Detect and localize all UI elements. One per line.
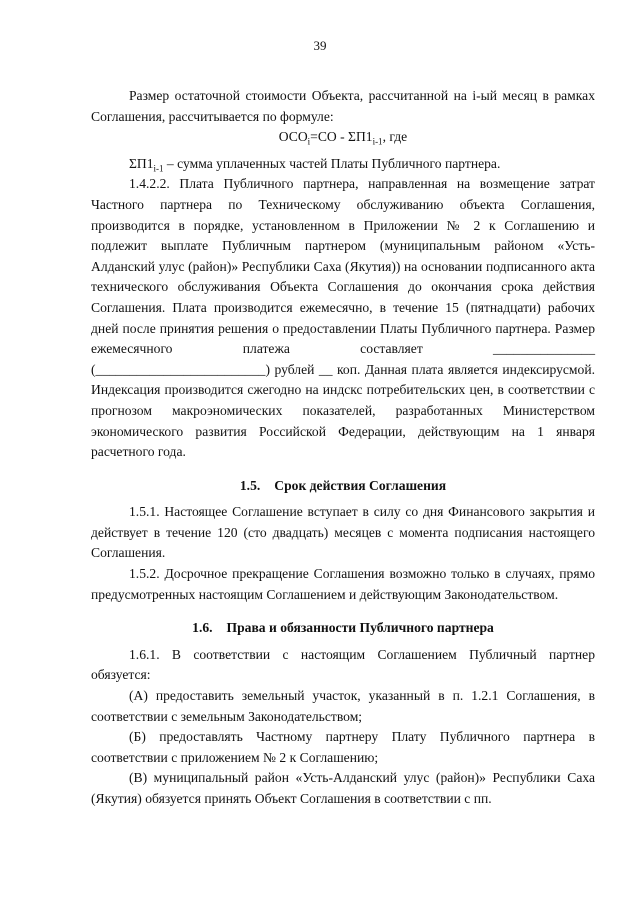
formula-part-c: , где	[382, 129, 408, 145]
formula	[91, 127, 595, 148]
formula-part-a: ОСО	[278, 129, 308, 145]
page-content	[91, 86, 595, 810]
definition-symbol: ΣП1	[129, 155, 154, 171]
paragraph-1-4-2-2-continued: (_________________________) рублей __ коп. Данная плата является индексирусмой. Индексация производится сжегодно на индскс потребительских цен, в соответствии с прогнозом макроэномических показателей, разработанных Министерством экономического развития Российской Федерации, действующим на 1 января расчетного года.	[91, 361, 595, 460]
formula-sub-a: i	[307, 136, 311, 147]
page-number: 39	[313, 38, 327, 53]
list-item-a: (А) предоставить земельный участок, указанный в п. 1.2.1 Соглашения, в соответствии с земельным Законодательством;	[91, 688, 595, 724]
section-heading-1-5	[91, 476, 595, 497]
list-item-b: (Б) предоставлять Частному партнеру Плату Публичного партнера в соответствии с приложением № 2 к Соглашению;	[91, 729, 595, 765]
paragraph-residual-value: Размер остаточной стоимости Объекта, рассчитанной на i-ый месяц в рамках Соглашения, рассчитывается по формуле:	[91, 88, 595, 124]
section-number: 1.5.	[239, 477, 261, 493]
section-title: Права и обязанности Публичного партнера	[226, 620, 494, 636]
section-number: 1.6.	[192, 620, 213, 636]
section-heading-1-6	[91, 618, 595, 639]
paragraph-1-6-1: 1.6.1. В соответствии с настоящим Соглашением Публичный партнер обязуется:	[91, 646, 595, 683]
formula-part-b: =СО - ΣП1	[310, 129, 373, 145]
section-title: Срок действия Соглашения	[274, 477, 447, 493]
paragraph-definition	[91, 154, 595, 175]
paragraph-1-5-2: 1.5.2. Досрочное прекращение Соглашения возможно только в случаях, прямо предусмотренных настоящим Соглашением и действующим Законодательством.	[91, 566, 595, 602]
paragraph-1-5-1: 1.5.1. Настоящее Соглашение вступает в силу со дня Финансового закрытия и действует в течение 120 (сто двадцать) месяцев с момента подписания настоящего Соглашения.	[91, 504, 595, 561]
list-item-v: (В) муниципальный район «Усть-Алданский улус (район)» Республики Саха (Якутия) обязуется принять Объект Соглашения в соответствии с пп.	[91, 770, 595, 806]
definition-text: – сумма уплаченных частей Платы Публичного партнера.	[163, 155, 501, 171]
paragraph-1-4-2-2: 1.4.2.2. Плата Публичного партнера, направленная на возмещение затрат Частного партнера по Техническому обслуживанию объекта Соглашения, производится в порядке, установленном в Приложении № 2 к Соглашению и подлежит выплате Публичным партнером (муниципальным районом «Усть-Алданский улус (район)» Республики Саха (Якутия)) на основании подписанного акта технического обслуживания Объекта Соглашения до окончания срока действия Соглашения. Плата производится ежемесячно, в течение 15 (пятнадцати) рабочих дней после принятия решения о предоставлении Платы Публичного партнера. Размер ежемесячного платежа составляет _______________	[91, 176, 595, 357]
definition-sub: i-1	[153, 163, 164, 174]
formula-sub-b: i-1	[372, 136, 383, 147]
